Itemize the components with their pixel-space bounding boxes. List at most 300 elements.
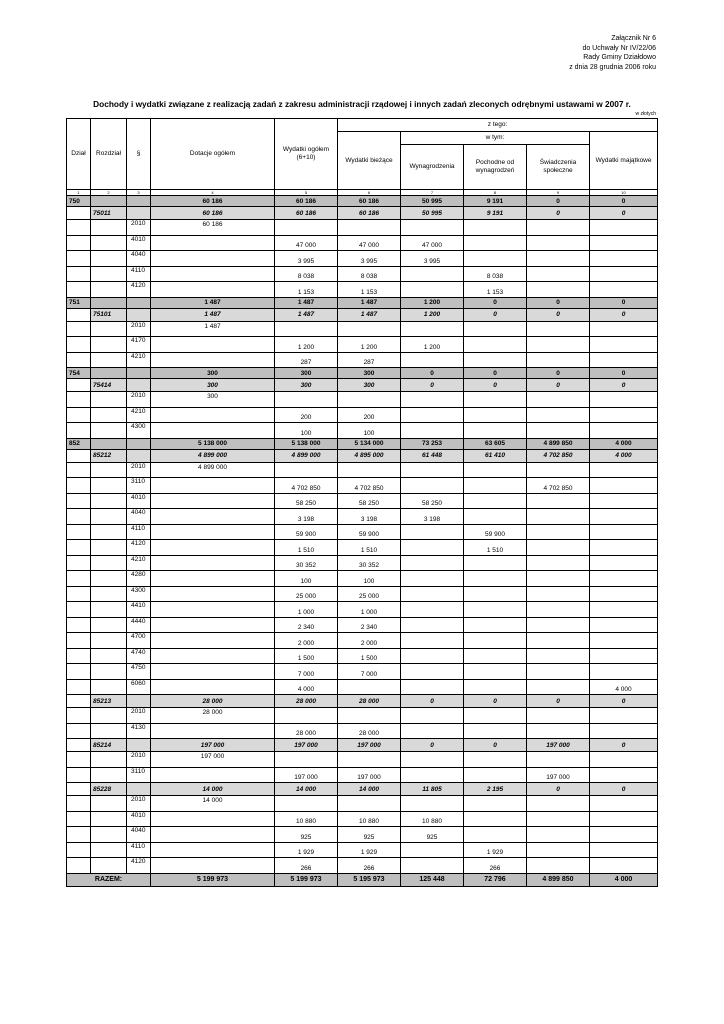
cell-wydatki-ogolem: 2 000 (275, 633, 338, 649)
cell-dotacje: 14 000 (151, 783, 275, 796)
column-number: 5 (275, 190, 338, 196)
cell-swiadczenia (527, 571, 590, 587)
cell-wydatki-ogolem (275, 462, 338, 478)
rozdzial-cell (91, 524, 127, 540)
dzial-cell (67, 767, 91, 783)
cell-swiadczenia (527, 796, 590, 812)
cell-majatkowe (590, 407, 658, 423)
paragraf-row (67, 555, 658, 571)
cell-wynagrodzenia (401, 478, 464, 494)
dzial-cell (67, 220, 91, 236)
cell-wydatki-ogolem: 925 (275, 827, 338, 843)
cell-wydatki-ogolem: 3 198 (275, 509, 338, 525)
column-number: 10 (590, 190, 658, 196)
cell-wydatki-ogolem: 197 000 (275, 767, 338, 783)
rozdzial-cell (91, 723, 127, 739)
cell-majatkowe (590, 235, 658, 251)
cell-wydatki-ogolem: 59 900 (275, 524, 338, 540)
cell-swiadczenia: 197 000 (527, 739, 590, 752)
cell-swiadczenia (527, 679, 590, 695)
cell-wydatki-biezace: 2 000 (338, 633, 401, 649)
cell-pochodne (464, 220, 527, 236)
rozdzial-code: 85228 (91, 783, 127, 796)
cell-wydatki-biezace: 1 510 (338, 540, 401, 556)
paragraf-row (67, 633, 658, 649)
cell-swiadczenia: 0 (527, 207, 590, 220)
paragraf-cell (127, 297, 151, 308)
attachment-note-line: do Uchwały Nr IV/22/06 (582, 44, 656, 52)
cell-dotacje (151, 633, 275, 649)
cell-wydatki-biezace: 200 (338, 407, 401, 423)
paragraf-code: 4110 (127, 842, 151, 858)
cell-wynagrodzenia: 0 (401, 379, 464, 392)
cell-majatkowe: 0 (590, 207, 658, 220)
rozdzial-row (67, 449, 658, 462)
cell-swiadczenia (527, 842, 590, 858)
cell-dotacje (151, 571, 275, 587)
cell-dotacje (151, 266, 275, 282)
cell-wydatki-biezace: 14 000 (338, 783, 401, 796)
dzial-cell (67, 308, 91, 321)
cell-majatkowe (590, 648, 658, 664)
rozdzial-cell (91, 708, 127, 724)
cell-wydatki-biezace: 4 895 000 (338, 449, 401, 462)
cell-dotacje (151, 509, 275, 525)
col-header-w-tym: w tym: (401, 132, 590, 145)
cell-wydatki-biezace: 28 000 (338, 695, 401, 708)
cell-wydatki-ogolem: 28 000 (275, 695, 338, 708)
paragraf-row (67, 266, 658, 282)
cell-majatkowe: 4 000 (590, 679, 658, 695)
paragraf-row (67, 752, 658, 768)
cell-swiadczenia (527, 462, 590, 478)
cell-wydatki-biezace: 300 (338, 368, 401, 379)
dzial-cell (67, 524, 91, 540)
cell-dotacje (151, 679, 275, 695)
dzial-cell (67, 752, 91, 768)
paragraf-code: 4300 (127, 586, 151, 602)
paragraf-code: 4440 (127, 617, 151, 633)
cell-dotacje (151, 337, 275, 353)
cell-wydatki-biezace: 197 000 (338, 767, 401, 783)
cell-wydatki-ogolem: 7 000 (275, 664, 338, 680)
cell-wydatki-biezace (338, 752, 401, 768)
cell-wydatki-ogolem: 1 487 (275, 297, 338, 308)
rozdzial-cell (91, 196, 127, 207)
cell-pochodne: 1 510 (464, 540, 527, 556)
cell-wydatki-biezace: 197 000 (338, 739, 401, 752)
cell-swiadczenia (527, 723, 590, 739)
paragraf-row (67, 282, 658, 298)
cell-dotacje (151, 423, 275, 439)
paragraf-code: 4010 (127, 235, 151, 251)
cell-dotacje: 4 899 000 (151, 449, 275, 462)
cell-wydatki-ogolem: 5 138 000 (275, 438, 338, 449)
cell-wydatki-biezace: 3 995 (338, 251, 401, 267)
rozdzial-cell (91, 337, 127, 353)
dzial-cell (67, 723, 91, 739)
paragraf-row (67, 407, 658, 423)
rozdzial-cell (91, 478, 127, 494)
cell-wynagrodzenia: 0 (401, 739, 464, 752)
rozdzial-cell (91, 266, 127, 282)
paragraf-row (67, 827, 658, 843)
dzial-code: 754 (67, 368, 91, 379)
dzial-cell (67, 664, 91, 680)
paragraf-code: 4110 (127, 524, 151, 540)
cell-pochodne (464, 423, 527, 439)
cell-wydatki-biezace: 925 (338, 827, 401, 843)
cell-wydatki-biezace: 300 (338, 379, 401, 392)
cell-pochodne (464, 462, 527, 478)
paragraf-code: 4040 (127, 509, 151, 525)
cell-wynagrodzenia (401, 392, 464, 408)
rozdzial-code: 75101 (91, 308, 127, 321)
cell-wynagrodzenia (401, 524, 464, 540)
cell-dotacje (151, 235, 275, 251)
cell-wydatki-biezace: 1 153 (338, 282, 401, 298)
cell-majatkowe (590, 842, 658, 858)
cell-majatkowe: 0 (590, 695, 658, 708)
cell-wynagrodzenia: 47 000 (401, 235, 464, 251)
paragraf-cell (127, 196, 151, 207)
cell-wydatki-biezace: 1 487 (338, 308, 401, 321)
cell-wynagrodzenia: 3 198 (401, 509, 464, 525)
cell-wydatki-biezace: 100 (338, 571, 401, 587)
paragraf-row (67, 602, 658, 618)
dzial-cell (67, 407, 91, 423)
dzial-cell (67, 379, 91, 392)
cell-majatkowe (590, 524, 658, 540)
cell-pochodne: 9 191 (464, 196, 527, 207)
cell-wydatki-biezace: 58 250 (338, 493, 401, 509)
cell-pochodne: 9 191 (464, 207, 527, 220)
column-number: 6 (338, 190, 401, 196)
cell-swiadczenia (527, 648, 590, 664)
cell-swiadczenia (527, 540, 590, 556)
cell-dotacje (151, 664, 275, 680)
rozdzial-cell (91, 555, 127, 571)
cell-swiadczenia (527, 423, 590, 439)
cell-majatkowe (590, 811, 658, 827)
dzial-cell (67, 235, 91, 251)
cell-wynagrodzenia: 1 200 (401, 308, 464, 321)
rozdzial-code: 75011 (91, 207, 127, 220)
paragraf-code: 4120 (127, 540, 151, 556)
paragraf-code: 4120 (127, 858, 151, 874)
paragraf-row (67, 679, 658, 695)
cell-majatkowe (590, 664, 658, 680)
rozdzial-cell (91, 235, 127, 251)
cell-wydatki-ogolem (275, 752, 338, 768)
cell-majatkowe (590, 509, 658, 525)
dzial-cell (67, 423, 91, 439)
cell-wynagrodzenia (401, 602, 464, 618)
cell-pochodne (464, 493, 527, 509)
rozdzial-cell (91, 423, 127, 439)
currency-unit: w złotych (635, 111, 656, 117)
cell-pochodne: 0 (464, 308, 527, 321)
cell-wydatki-biezace (338, 220, 401, 236)
paragraf-row (67, 858, 658, 874)
cell-dotacje: 60 186 (151, 196, 275, 207)
cell-pochodne (464, 827, 527, 843)
cell-wynagrodzenia (401, 282, 464, 298)
rozdzial-cell (91, 664, 127, 680)
total-row (67, 873, 658, 886)
cell-wynagrodzenia (401, 555, 464, 571)
rozdzial-cell (91, 679, 127, 695)
cell-swiadczenia: 0 (527, 368, 590, 379)
paragraf-row (67, 337, 658, 353)
cell-pochodne (464, 767, 527, 783)
total-cell-wynagrodzenia: 125 448 (401, 873, 464, 886)
paragraf-cell (127, 379, 151, 392)
cell-pochodne (464, 555, 527, 571)
rozdzial-cell (91, 392, 127, 408)
dzial-cell (67, 509, 91, 525)
cell-dotacje (151, 352, 275, 368)
cell-wydatki-ogolem: 200 (275, 407, 338, 423)
col-header-wydatki-biezace: Wydatki bieżące (338, 132, 401, 190)
dzial-cell (67, 858, 91, 874)
rozdzial-row (67, 207, 658, 220)
cell-pochodne (464, 337, 527, 353)
col-header-dotacje: Dotacje ogółem (151, 119, 275, 190)
cell-swiadczenia (527, 352, 590, 368)
cell-swiadczenia (527, 524, 590, 540)
paragraf-code: 4210 (127, 407, 151, 423)
cell-wydatki-biezace: 1 500 (338, 648, 401, 664)
rozdzial-cell (91, 858, 127, 874)
rozdzial-cell (91, 220, 127, 236)
rozdzial-cell (91, 811, 127, 827)
rozdzial-row (67, 695, 658, 708)
cell-dotacje: 300 (151, 379, 275, 392)
rozdzial-cell (91, 602, 127, 618)
dzial-cell (67, 282, 91, 298)
dzial-cell (67, 602, 91, 618)
cell-wydatki-biezace: 10 880 (338, 811, 401, 827)
cell-wynagrodzenia (401, 679, 464, 695)
cell-dotacje (151, 811, 275, 827)
cell-swiadczenia (527, 827, 590, 843)
dzial-code: 852 (67, 438, 91, 449)
cell-pochodne (464, 392, 527, 408)
paragraf-row (67, 524, 658, 540)
cell-dotacje (151, 827, 275, 843)
dzial-cell (67, 555, 91, 571)
cell-pochodne: 63 605 (464, 438, 527, 449)
cell-dotacje (151, 251, 275, 267)
cell-wydatki-biezace: 28 000 (338, 723, 401, 739)
paragraf-code: 4280 (127, 571, 151, 587)
cell-swiadczenia (527, 392, 590, 408)
cell-wydatki-ogolem: 1 510 (275, 540, 338, 556)
cell-majatkowe (590, 423, 658, 439)
cell-wydatki-ogolem: 1 000 (275, 602, 338, 618)
cell-wynagrodzenia: 73 253 (401, 438, 464, 449)
paragraf-cell (127, 695, 151, 708)
rozdzial-cell (91, 251, 127, 267)
cell-wydatki-ogolem: 1 200 (275, 337, 338, 353)
paragraf-code: 3110 (127, 478, 151, 494)
cell-dotacje (151, 540, 275, 556)
cell-swiadczenia: 0 (527, 297, 590, 308)
cell-dotacje: 28 000 (151, 708, 275, 724)
paragraf-code: 4120 (127, 282, 151, 298)
cell-pochodne: 0 (464, 739, 527, 752)
cell-majatkowe (590, 555, 658, 571)
cell-wydatki-biezace (338, 796, 401, 812)
dzial-cell (67, 842, 91, 858)
cell-wydatki-biezace: 1 000 (338, 602, 401, 618)
cell-wynagrodzenia: 1 200 (401, 337, 464, 353)
cell-majatkowe: 4 000 (590, 449, 658, 462)
cell-wydatki-ogolem (275, 220, 338, 236)
col-header-swiadczenia: Świadczenia społeczne (527, 145, 590, 190)
dzial-cell (67, 739, 91, 752)
cell-wydatki-biezace: 25 000 (338, 586, 401, 602)
dzial-cell (67, 586, 91, 602)
dzial-cell (67, 449, 91, 462)
cell-wynagrodzenia (401, 586, 464, 602)
rozdzial-row (67, 308, 658, 321)
paragraf-code: 2010 (127, 708, 151, 724)
cell-pochodne: 0 (464, 379, 527, 392)
paragraf-code: 4040 (127, 827, 151, 843)
cell-wydatki-ogolem: 1 500 (275, 648, 338, 664)
cell-swiadczenia: 0 (527, 308, 590, 321)
paragraf-code: 4110 (127, 266, 151, 282)
cell-wydatki-biezace: 7 000 (338, 664, 401, 680)
cell-dotacje (151, 648, 275, 664)
paragraf-row (67, 842, 658, 858)
cell-wynagrodzenia (401, 664, 464, 680)
paragraf-row (67, 767, 658, 783)
cell-wynagrodzenia (401, 352, 464, 368)
paragraf-cell (127, 368, 151, 379)
paragraf-row (67, 796, 658, 812)
rozdzial-cell (91, 633, 127, 649)
cell-wynagrodzenia (401, 540, 464, 556)
budget-table (66, 118, 658, 887)
cell-dotacje (151, 723, 275, 739)
cell-swiadczenia (527, 617, 590, 633)
total-cell-wydatki-ogolem: 5 199 973 (275, 873, 338, 886)
cell-wydatki-ogolem: 1 487 (275, 308, 338, 321)
cell-pochodne (464, 321, 527, 337)
cell-wydatki-ogolem: 47 000 (275, 235, 338, 251)
attachment-note-line: Rady Gminy Działdowo (583, 54, 656, 61)
cell-dotacje (151, 858, 275, 874)
dzial-cell (67, 478, 91, 494)
cell-wynagrodzenia: 50 995 (401, 207, 464, 220)
cell-swiadczenia (527, 220, 590, 236)
cell-swiadczenia: 0 (527, 379, 590, 392)
cell-wydatki-ogolem: 300 (275, 379, 338, 392)
cell-pochodne (464, 617, 527, 633)
rozdzial-cell (91, 586, 127, 602)
cell-dotacje (151, 493, 275, 509)
cell-swiadczenia: 0 (527, 695, 590, 708)
cell-majatkowe (590, 827, 658, 843)
cell-wynagrodzenia: 50 995 (401, 196, 464, 207)
cell-wydatki-ogolem: 60 186 (275, 196, 338, 207)
cell-swiadczenia: 0 (527, 196, 590, 207)
cell-wydatki-biezace: 2 340 (338, 617, 401, 633)
cell-pochodne (464, 811, 527, 827)
cell-pochodne: 1 929 (464, 842, 527, 858)
cell-wynagrodzenia: 11 805 (401, 783, 464, 796)
cell-wydatki-ogolem (275, 708, 338, 724)
paragraf-cell (127, 739, 151, 752)
dzial-row (67, 196, 658, 207)
total-cell-swiadczenia: 4 899 850 (527, 873, 590, 886)
cell-swiadczenia (527, 555, 590, 571)
cell-wydatki-ogolem: 3 995 (275, 251, 338, 267)
rozdzial-cell (91, 509, 127, 525)
cell-majatkowe (590, 540, 658, 556)
cell-pochodne: 266 (464, 858, 527, 874)
cell-pochodne (464, 509, 527, 525)
cell-wydatki-biezace: 100 (338, 423, 401, 439)
cell-wydatki-ogolem: 14 000 (275, 783, 338, 796)
cell-dotacje: 1 487 (151, 308, 275, 321)
attachment-note-line: Załącznik Nr 6 (611, 35, 656, 42)
cell-swiadczenia: 4 899 850 (527, 438, 590, 449)
cell-swiadczenia (527, 664, 590, 680)
cell-wynagrodzenia (401, 423, 464, 439)
dzial-row (67, 438, 658, 449)
cell-wydatki-ogolem (275, 321, 338, 337)
column-number: 3 (127, 190, 151, 196)
cell-wydatki-ogolem: 25 000 (275, 586, 338, 602)
cell-swiadczenia: 197 000 (527, 767, 590, 783)
cell-dotacje: 60 186 (151, 207, 275, 220)
cell-wynagrodzenia: 0 (401, 695, 464, 708)
cell-majatkowe (590, 282, 658, 298)
dzial-cell (67, 695, 91, 708)
cell-wynagrodzenia (401, 842, 464, 858)
col-header-paragraf: § (127, 119, 151, 190)
cell-wydatki-biezace: 30 352 (338, 555, 401, 571)
dzial-cell (67, 207, 91, 220)
cell-pochodne: 59 900 (464, 524, 527, 540)
paragraf-code: 4210 (127, 352, 151, 368)
column-number: 4 (151, 190, 275, 196)
dzial-cell (67, 679, 91, 695)
cell-wydatki-ogolem: 4 000 (275, 679, 338, 695)
paragraf-code: 4300 (127, 423, 151, 439)
rozdzial-cell (91, 368, 127, 379)
cell-majatkowe: 0 (590, 196, 658, 207)
rozdzial-cell (91, 352, 127, 368)
rozdzial-cell (91, 282, 127, 298)
cell-dotacje (151, 842, 275, 858)
paragraf-code: 6060 (127, 679, 151, 695)
paragraf-code: 4700 (127, 633, 151, 649)
cell-wydatki-biezace (338, 679, 401, 695)
cell-swiadczenia: 4 702 850 (527, 478, 590, 494)
total-cell-pochodne: 72 796 (464, 873, 527, 886)
cell-majatkowe (590, 571, 658, 587)
column-number: 2 (91, 190, 127, 196)
cell-wydatki-ogolem: 2 340 (275, 617, 338, 633)
cell-wydatki-ogolem (275, 392, 338, 408)
rozdzial-cell (91, 842, 127, 858)
cell-wydatki-biezace: 3 198 (338, 509, 401, 525)
